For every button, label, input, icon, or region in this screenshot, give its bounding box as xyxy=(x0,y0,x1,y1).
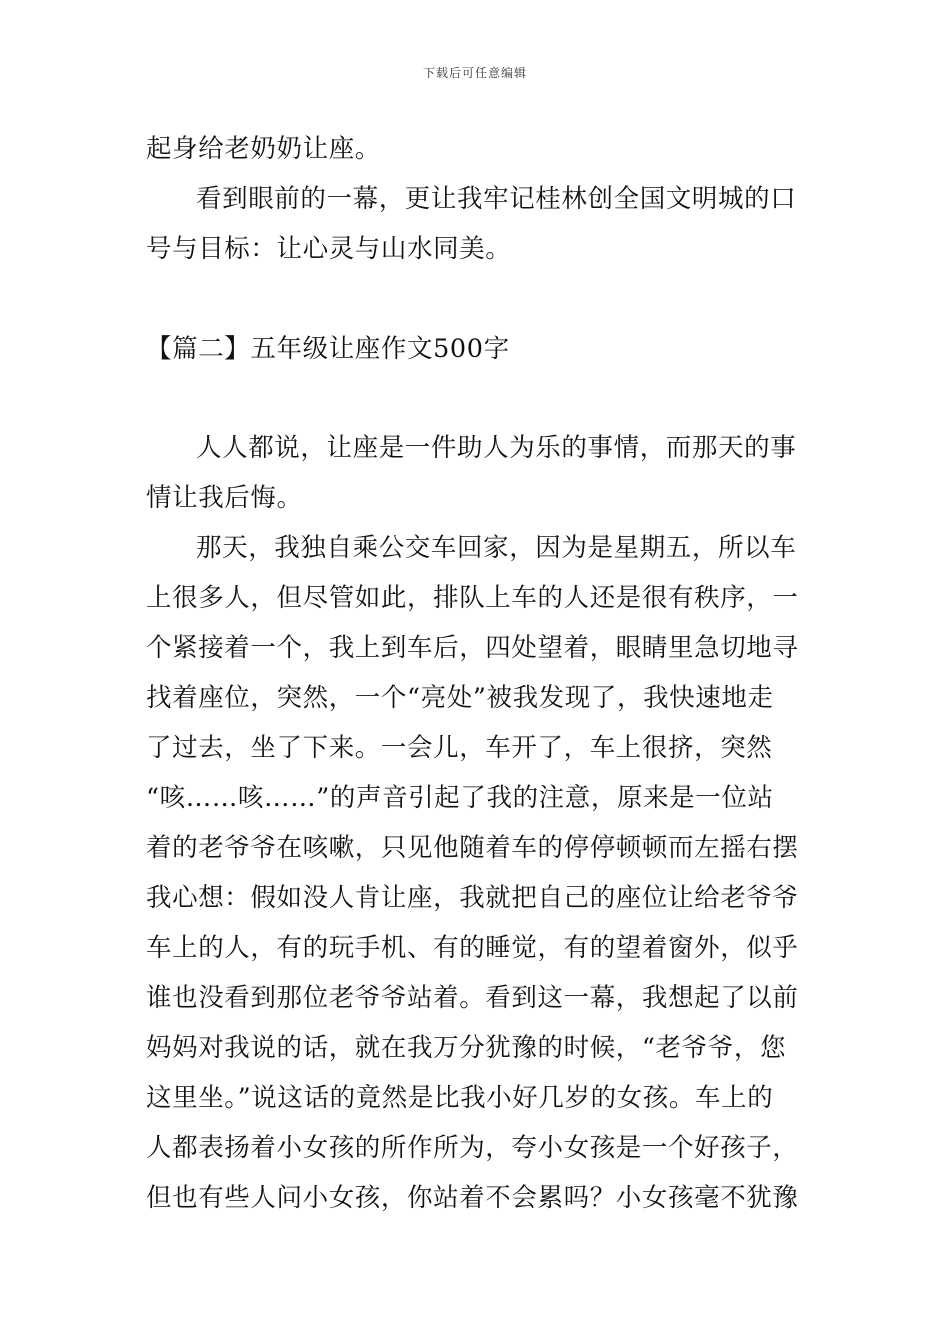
text-line: 个紧接着一个，我上到车后，四处望着，眼睛里急切地寻 xyxy=(146,633,799,663)
text-line: 那天，我独自乘公交车回家，因为是星期五，所以车 xyxy=(196,533,797,563)
text-line: 号与目标：让心灵与山水同美。 xyxy=(146,234,512,264)
text-line: 上很多人，但尽管如此，排队上车的人还是很有秩序，一 xyxy=(146,583,799,613)
text-line: 妈妈对我说的话，就在我万分犹豫的时候，“老爷爷，您 xyxy=(146,1033,787,1063)
text-line: 车上的人，有的玩手机、有的睡觉，有的望着窗外，似乎 xyxy=(146,933,799,963)
download-note: 下载后可任意编辑 xyxy=(422,66,527,80)
text-line: 了过去，坐了下来。一会儿，车开了，车上很挤，突然 xyxy=(146,733,773,763)
text-line: 看到眼前的一幕，更让我牢记桂林创全国文明城的口 xyxy=(196,184,797,214)
text-line: 起身给老奶奶让座。 xyxy=(146,134,381,164)
text-line: 找着座位，突然，一个“亮处”被我发现了，我快速地走 xyxy=(146,683,774,713)
text-line: 人都表扬着小女孩的所作所为，夸小女孩是一个好孩子， xyxy=(146,1133,799,1163)
text-line: 我心想：假如没人肯让座，我就把自己的座位让给老爷爷 xyxy=(146,883,799,913)
text-line: 但也有些人问小女孩，你站着不会累吗？小女孩毫不犹豫 xyxy=(146,1183,799,1213)
text-line: 这里坐。”说这话的竟然是比我小好几岁的女孩。车上的 xyxy=(146,1083,774,1113)
text-line: “咳……咳……”的声音引起了我的注意，原来是一位站 xyxy=(146,783,774,813)
text-line: 人人都说，让座是一件助人为乐的事情，而那天的事 xyxy=(196,433,797,463)
text-line: 情让我后悔。 xyxy=(146,483,303,513)
section-heading: 【篇二】五年级让座作文500字 xyxy=(146,334,510,364)
text-line: 着的老爷爷在咳嗽，只见他随着车的停停顿顿而左摇右摆 xyxy=(146,833,799,863)
text-line: 谁也没看到那位老爷爷站着。看到这一幕，我想起了以前 xyxy=(146,983,799,1013)
